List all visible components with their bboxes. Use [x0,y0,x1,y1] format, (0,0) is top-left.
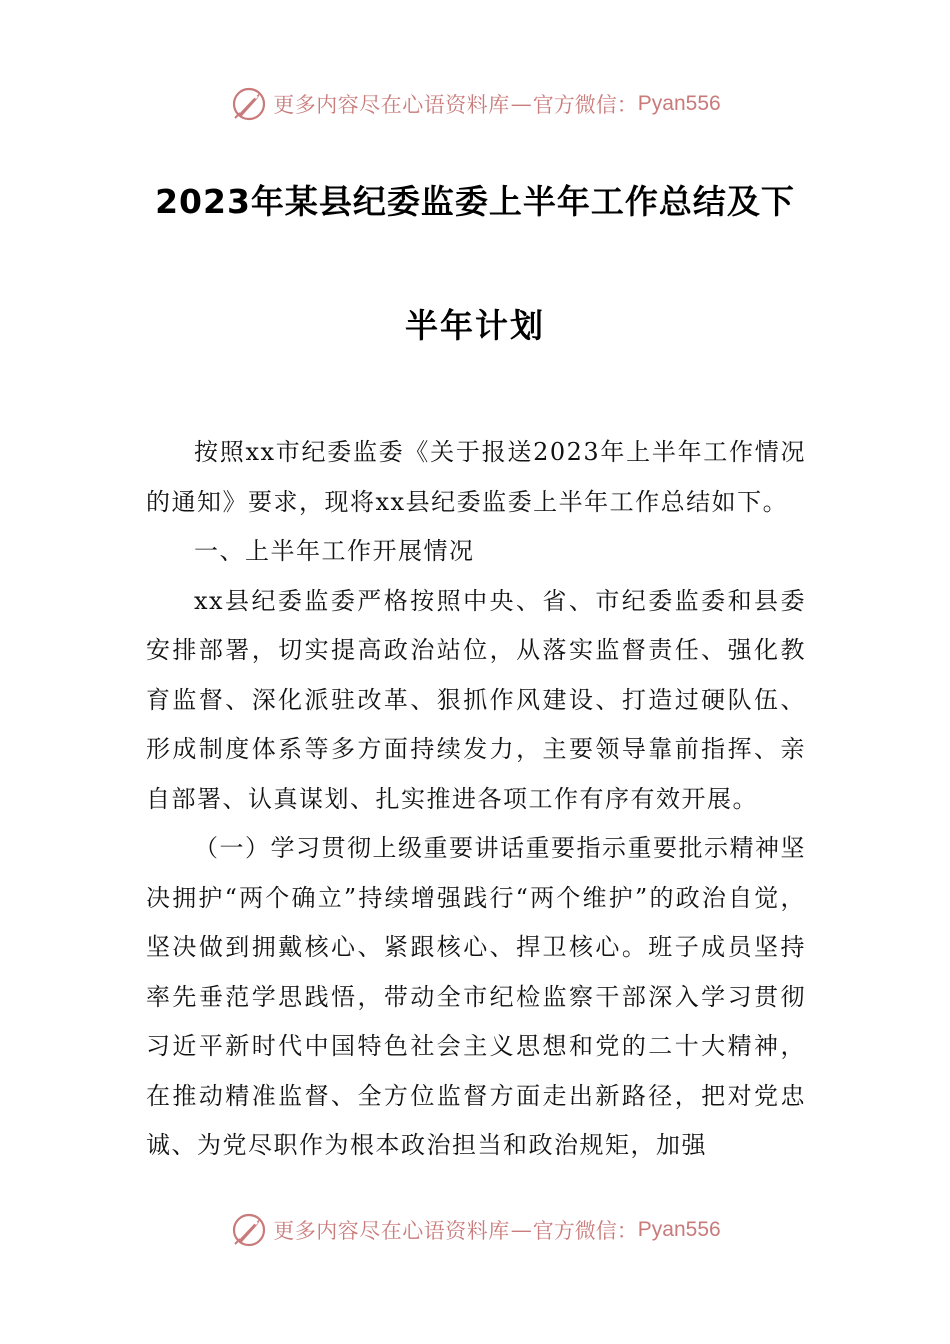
watermark-prefix: 更多内容尽在心语资料库 [273,93,510,117]
paragraph-intro: 按照xx市纪委监委《关于报送2023年上半年工作情况的通知》要求，现将xx县纪委监委上半年工作总结如下。 [146,438,806,516]
watermark-separator: — [510,92,532,116]
watermark-wechat-label: 官方微信： [532,1219,638,1243]
paragraph-overview: xx县纪委监委严格按照中央、省、市纪委监委和县委安排部署，切实提高政治站位，从落实监督责任、强化教育监督、深化派驻改革、狠抓作风建设、打造过硬队伍、形成制度体系等多方面持续发力，主要领导靠前指挥、亲自部署、认真谋划、扎实推进各项工作有序有效开展。 [146,586,806,813]
header-watermark [0,82,950,126]
watermark-prefix: 更多内容尽在心语资料库 [273,1219,510,1243]
pen-nib-logo-icon [229,1210,269,1250]
watermark-separator: — [510,1218,532,1242]
watermark-wechat-id: Pyan556 [637,92,721,115]
paragraph-subsection-1: （一）学习贯彻上级重要讲话重要指示重要批示精神坚决拥护“两个确立”持续增强践行“两个维护”的政治自觉，坚决做到拥戴核心、紧跟核心、捍卫核心。班子成员坚持率先垂范学思践悟，带动全市纪检监察干部深入学习贯彻习近平新时代中国特色社会主义思想和党的二十大精神，在推动精准监督、全方位监督方面走出新路径，把对党忠诚、为党尽职作为根本政治担当和政治规矩，加强 [146,834,806,1159]
watermark-wechat-id: Pyan556 [637,1218,721,1241]
section-heading: 一、上半年工作开展情况 [194,537,475,565]
footer-watermark [0,1208,950,1252]
pen-nib-logo-icon [229,84,269,124]
document-body [146,428,806,1171]
document-title-line-1: 2023年某县纪委监委上半年工作总结及下 [155,182,795,221]
watermark-wechat-label: 官方微信： [532,93,638,117]
document-title-line-2: 半年计划 [405,306,545,345]
